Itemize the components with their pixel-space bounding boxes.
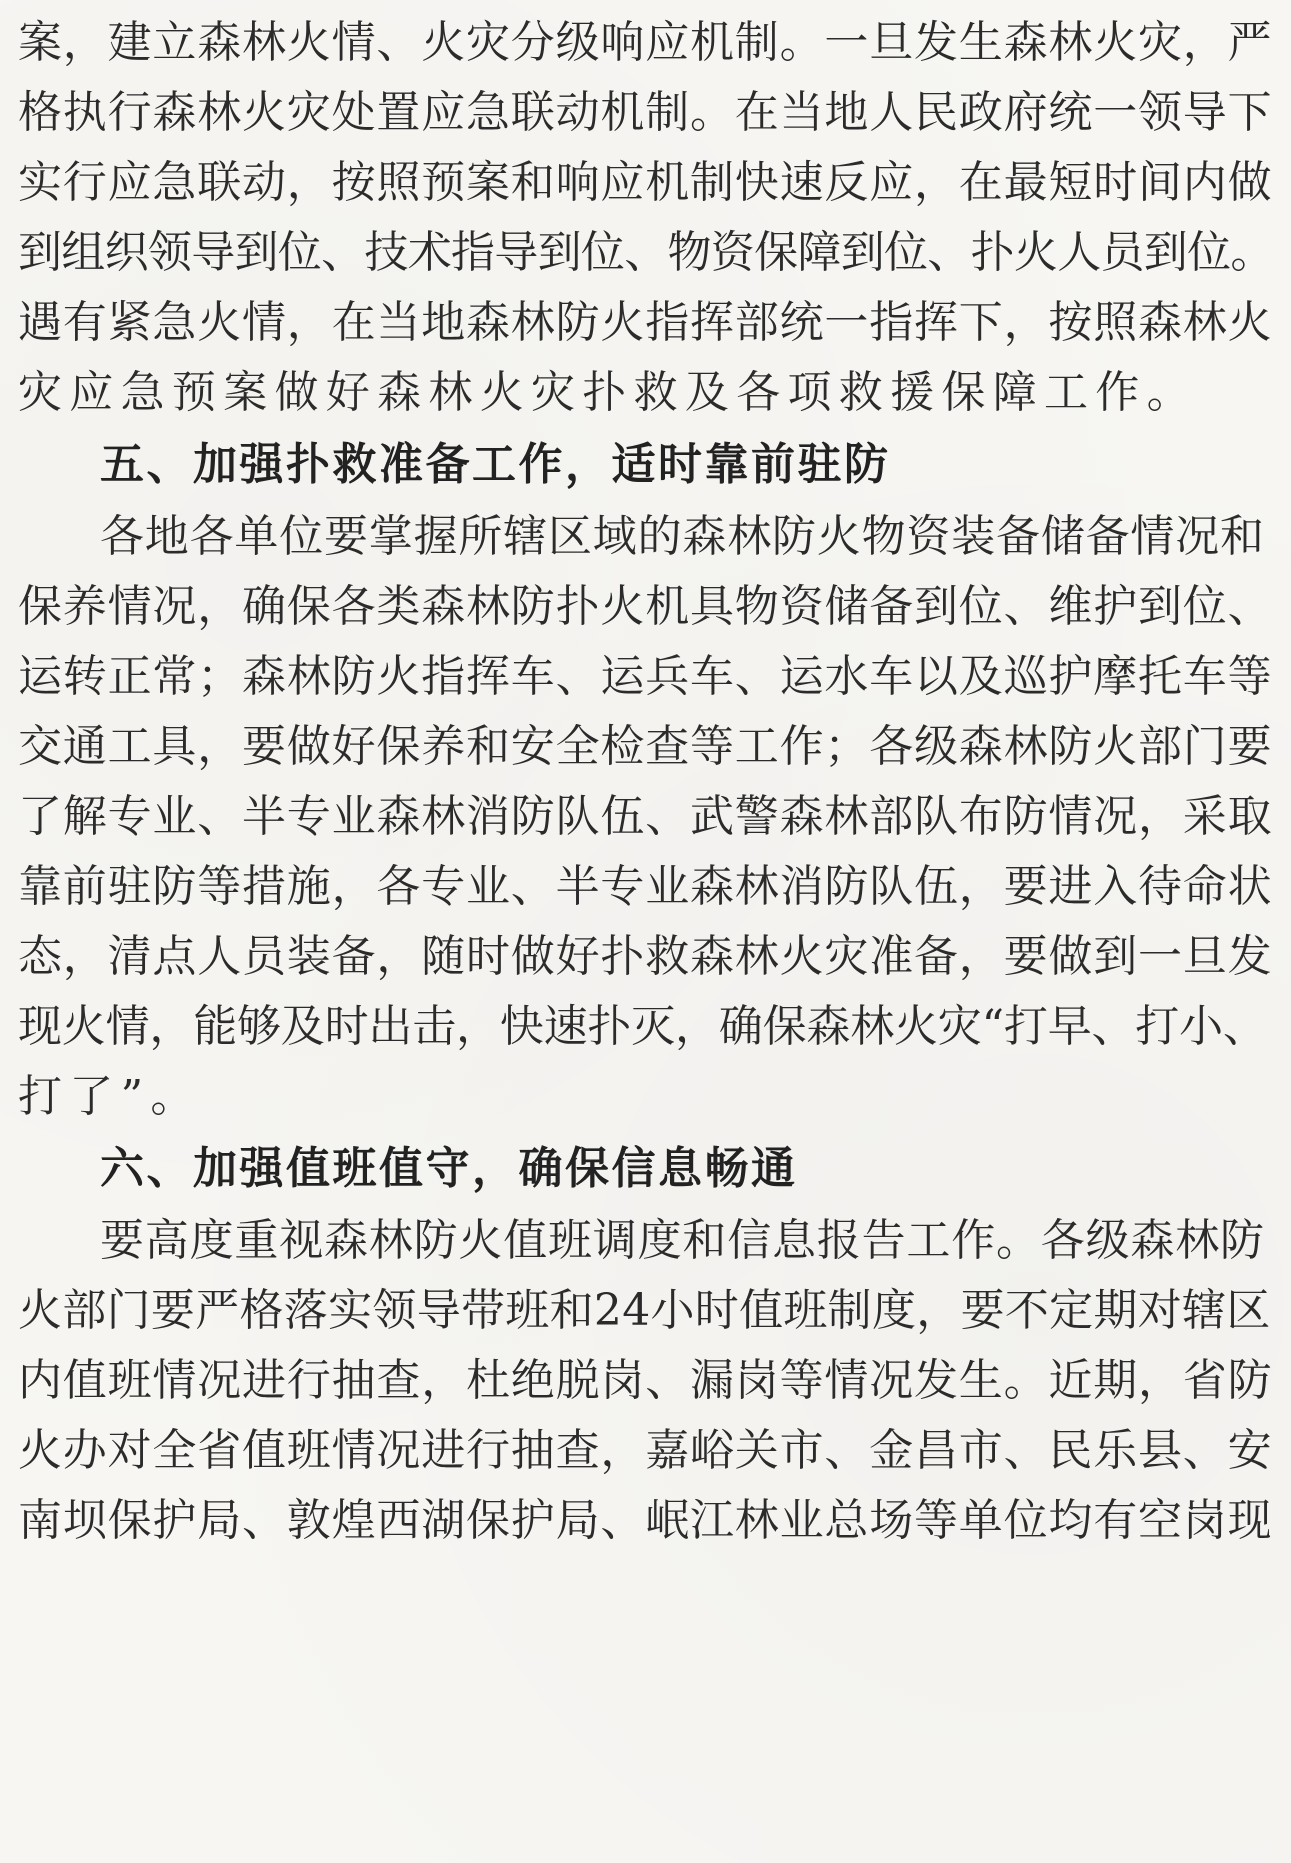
text-line-11: 交通工具，要做好保养和安全检查等工作；各级森林防火部门要: [18, 721, 1273, 772]
text-line-12: 了解专业、半专业森林消防队伍、武警森林部队布防情况，采取: [18, 791, 1273, 842]
text-line-19: 火部门要严格落实领导带班和24小时值班制度，要不定期对辖区: [18, 1285, 1271, 1336]
text-line-1: 案，建立森林火情、火灾分级响应机制。一旦发生森林火灾，严: [18, 17, 1273, 68]
text-line-18: 要高度重视森林防火值班调度和信息报告工作。各级森林防: [100, 1215, 1265, 1266]
text-line-15: 现火情，能够及时出击，快速扑灭，确保森林火灾“打早、打小、: [18, 1001, 1267, 1052]
text-line-3: 实行应急联动，按照预案和响应机制快速反应，在最短时间内做: [18, 157, 1273, 208]
text-line-20: 内值班情况进行抽查，杜绝脱岗、漏岗等情况发生。近期，省防: [18, 1355, 1273, 1406]
section-heading-5: 五、加强扑救准备工作，适时靠前驻防: [100, 439, 891, 490]
text-line-16: 打了”。: [18, 1071, 202, 1122]
text-line-13: 靠前驻防等措施，各专业、半专业森林消防队伍，要进入待命状: [18, 861, 1273, 912]
text-line-14: 态，清点人员装备，随时做好扑救森林火灾准备，要做到一旦发: [18, 931, 1273, 982]
text-line-9: 保养情况，确保各类森林防扑火机具物资储备到位、维护到位、: [18, 581, 1273, 632]
section-heading-6: 六、加强值班值守，确保信息畅通: [100, 1143, 798, 1194]
text-line-6: 灾应急预案做好森林火灾扑救及各项救援保障工作。: [18, 367, 1198, 418]
text-line-22: 南坝保护局、敦煌西湖保护局、岷江林业总场等单位均有空岗现: [18, 1495, 1273, 1546]
text-line-21: 火办对全省值班情况进行抽查，嘉峪关市、金昌市、民乐县、安: [18, 1425, 1273, 1476]
text-line-2: 格执行森林火灾处置应急联动机制。在当地人民政府统一领导下: [18, 87, 1273, 138]
text-line-4: 到组织领导到位、技术指导到位、物资保障到位、扑火人员到位。: [18, 227, 1274, 278]
text-line-8: 各地各单位要掌握所辖区域的森林防火物资装备储备情况和: [100, 511, 1265, 562]
text-line-10: 运转正常；森林防火指挥车、运兵车、运水车以及巡护摩托车等: [18, 651, 1273, 702]
text-line-5: 遇有紧急火情，在当地森林防火指挥部统一指挥下，按照森林火: [18, 297, 1273, 348]
